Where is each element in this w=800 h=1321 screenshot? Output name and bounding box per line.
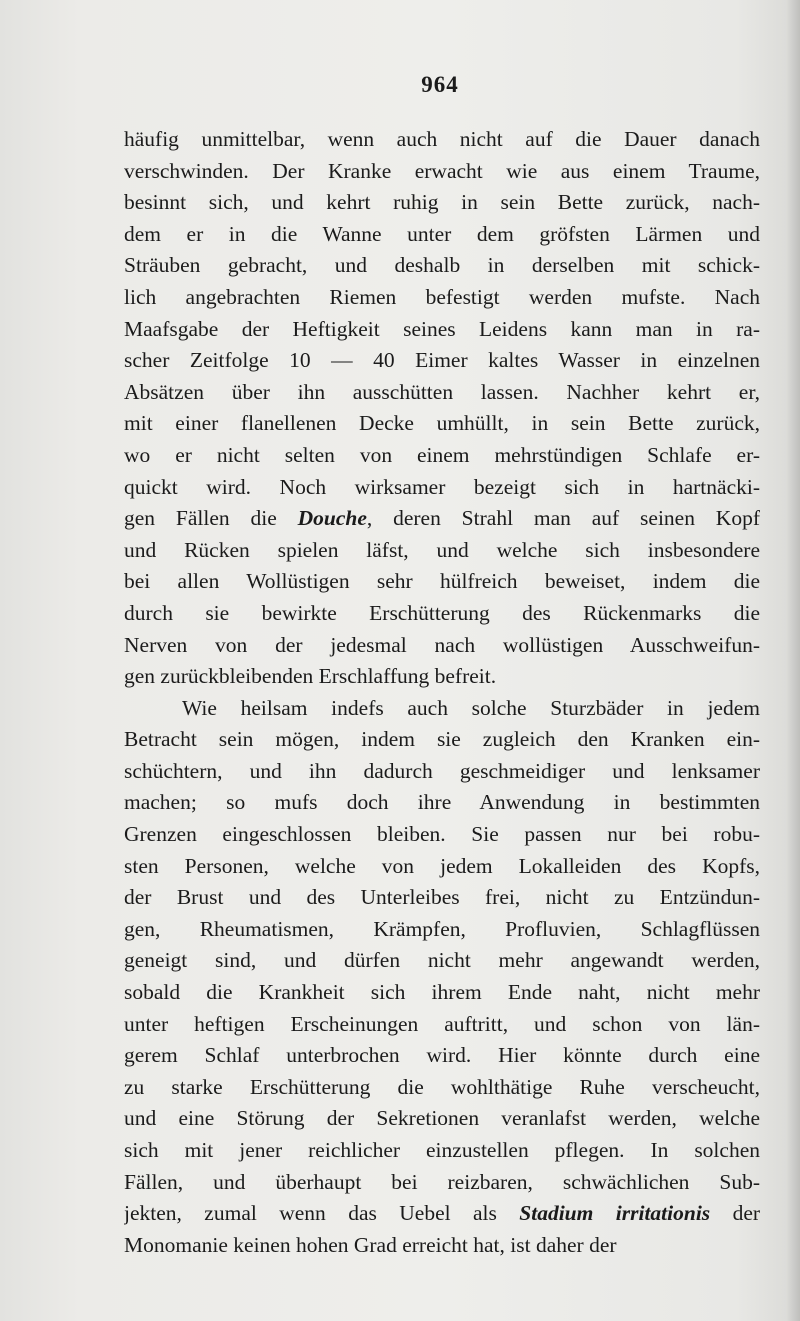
text-line: Absätzen über ihn ausschütten lassen. Nachher kehrt er, xyxy=(124,379,760,404)
page-number: 964 xyxy=(421,72,459,97)
text-line: und Rücken spielen läfst, und welche sich insbesondere xyxy=(124,537,760,562)
text-line: gen zurückbleibenden Erschlaffung befreit. xyxy=(124,664,497,689)
text-line: jekten, zumal wenn das Uebel als Stadium irritationis der xyxy=(124,1201,760,1226)
text-line: Fällen, und überhaupt bei reizbaren, schwächlichen Sub- xyxy=(124,1169,760,1194)
text-line: Nerven von der jedesmal nach wollüstigen Ausschweifun- xyxy=(124,632,760,657)
text-line: schüchtern, und ihn dadurch geschmeidiger und lenksamer xyxy=(124,758,760,783)
emphasized-term: Stadium irritationis xyxy=(519,1201,711,1226)
text-line: Wie heilsam indefs auch solche Sturzbäder in jedem xyxy=(182,695,760,720)
text-line: quickt wird. Noch wirksamer bezeigt sich in hartnäcki- xyxy=(124,474,760,499)
text-line: Sträuben gebracht, und deshalb in derselben mit schick- xyxy=(124,253,760,278)
text-line: der Brust und des Unterleibes frei, nicht zu Entzündun- xyxy=(124,885,760,910)
page-edge-shadow xyxy=(786,0,800,1321)
emphasized-term: Douche xyxy=(297,506,367,531)
text-line: lich angebrachten Riemen befestigt werden mufste. Nach xyxy=(124,284,760,309)
text-line: Maafsgabe der Heftigkeit seines Leidens kann man in ra- xyxy=(124,316,760,341)
text-line: wo er nicht selten von einem mehrstündigen Schlafe er- xyxy=(124,442,760,467)
text-line: zu starke Erschütterung die wohlthätige Ruhe verscheucht, xyxy=(124,1074,760,1099)
text-line: machen; so mufs doch ihre Anwendung in bestimmten xyxy=(124,790,760,815)
text-line: sich mit jener reichlicher einzustellen pflegen. In solchen xyxy=(124,1138,760,1162)
text-line: gerem Schlaf unterbrochen wird. Hier könnte durch eine xyxy=(124,1043,760,1068)
text-line: geneigt sind, und dürfen nicht mehr angewandt werden, xyxy=(124,948,760,973)
paragraph xyxy=(124,693,760,1262)
text-line: sobald die Krankheit sich ihrem Ende naht, nicht mehr xyxy=(124,980,760,1005)
text-line: dem er in die Wanne unter dem gröfsten Lärmen und xyxy=(124,221,760,246)
body-text xyxy=(124,124,760,1261)
text-line: und eine Störung der Sekretionen veranlafst werden, welche xyxy=(124,1106,760,1131)
text-line: häufig unmittelbar, wenn auch nicht auf die Dauer danach xyxy=(124,127,760,151)
text-line: Betracht sein mögen, indem sie zugleich den Kranken ein- xyxy=(124,727,760,752)
paragraph xyxy=(124,124,760,693)
text-line: besinnt sich, und kehrt ruhig in sein Bette zurück, nach- xyxy=(124,190,760,215)
text-line: gen, Rheumatismen, Krämpfen, Profluvien, Schlagflüssen xyxy=(124,916,760,941)
text-line: verschwinden. Der Kranke erwacht wie aus einem Traume, xyxy=(124,158,760,183)
text-line: scher Zeitfolge 10 — 40 Eimer kaltes Wasser in einzelnen xyxy=(124,348,760,373)
text-line: mit einer flanellenen Decke umhüllt, in sein Bette zurück, xyxy=(124,411,760,436)
text-line: Monomanie keinen hohen Grad erreicht hat, ist daher der xyxy=(124,1232,617,1257)
text-line: durch sie bewirkte Erschütterung des Rückenmarks die xyxy=(124,600,760,625)
text-line: unter heftigen Erscheinungen auftritt, und schon von län- xyxy=(124,1011,760,1036)
text-line: gen Fällen die Douche, deren Strahl man auf seinen Kopf xyxy=(124,506,760,531)
text-line: sten Personen, welche von jedem Lokalleiden des Kopfs, xyxy=(124,853,760,878)
text-line: bei allen Wollüstigen sehr hülfreich beweiset, indem die xyxy=(124,569,760,594)
text-line: Grenzen eingeschlossen bleiben. Sie passen nur bei robu- xyxy=(124,822,760,847)
